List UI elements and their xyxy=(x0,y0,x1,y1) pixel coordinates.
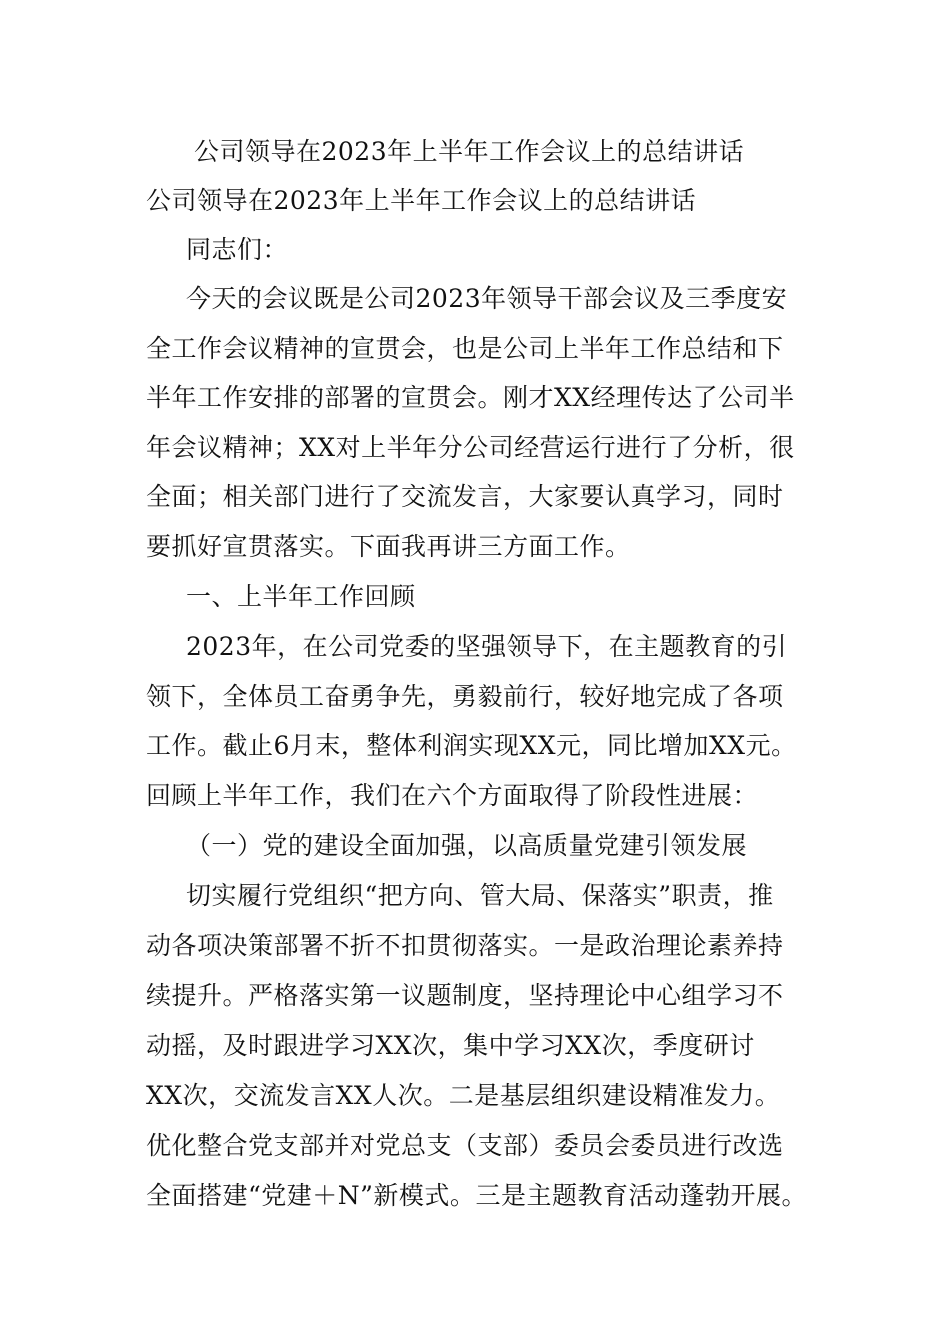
paragraph-line: 动各项决策部署不折不扣贯彻落实。一是政治理论素养持 xyxy=(146,931,784,960)
paragraph-line: 动摇，及时跟进学习XX次，集中学习XX次，季度研讨 xyxy=(146,1031,755,1060)
paragraph-line: XX次，交流发言XX人次。二是基层组织建设精准发力。 xyxy=(146,1081,781,1110)
paragraph-line: 全面；相关部门进行了交流发言，大家要认真学习，同时 xyxy=(146,482,784,511)
paragraph-line: 工作。截止6月末，整体利润实现XX元，同比增加XX元。 xyxy=(146,731,797,760)
paragraph-line: 半年工作安排的部署的宣贯会。刚才XX经理传达了公司半 xyxy=(146,383,795,412)
paragraph-line: 全面搭建“党建＋N”新模式。三是主题教育活动蓬勃开展。 xyxy=(146,1181,807,1210)
paragraph-line: 切实履行党组织“把方向、管大局、保落实”职责，推 xyxy=(186,881,774,910)
subsection-heading: （一）党的建设全面加强，以高质量党建引领发展 xyxy=(186,831,748,860)
paragraph-line: 优化整合党支部并对党总支（支部）委员会委员进行改选 xyxy=(146,1131,784,1160)
salutation: 同志们： xyxy=(186,235,289,264)
paragraph-line: 要抓好宣贯落实。下面我再讲三方面工作。 xyxy=(146,532,631,561)
paragraph-line: 今天的会议既是公司2023年领导干部会议及三季度安 xyxy=(186,284,788,313)
section-heading: 一、上半年工作回顾 xyxy=(186,582,416,611)
paragraph-line: 年会议精神；XX对上半年分公司经营运行进行了分析，很 xyxy=(146,433,795,462)
document-title-repeat: 公司领导在2023年上半年工作会议上的总结讲话 xyxy=(146,186,697,215)
paragraph-line: 2023年，在公司党委的坚强领导下，在主题教育的引 xyxy=(186,632,788,661)
paragraph-line: 回顾上半年工作，我们在六个方面取得了阶段性进展： xyxy=(146,781,759,810)
document-title: 公司领导在2023年上半年工作会议上的总结讲话 xyxy=(194,137,745,166)
paragraph-line: 领下，全体员工奋勇争先，勇毅前行，较好地完成了各项 xyxy=(146,682,784,711)
paragraph-line: 续提升。严格落实第一议题制度，坚持理论中心组学习不 xyxy=(146,981,784,1010)
paragraph-line: 全工作会议精神的宣贯会，也是公司上半年工作总结和下 xyxy=(146,334,784,363)
